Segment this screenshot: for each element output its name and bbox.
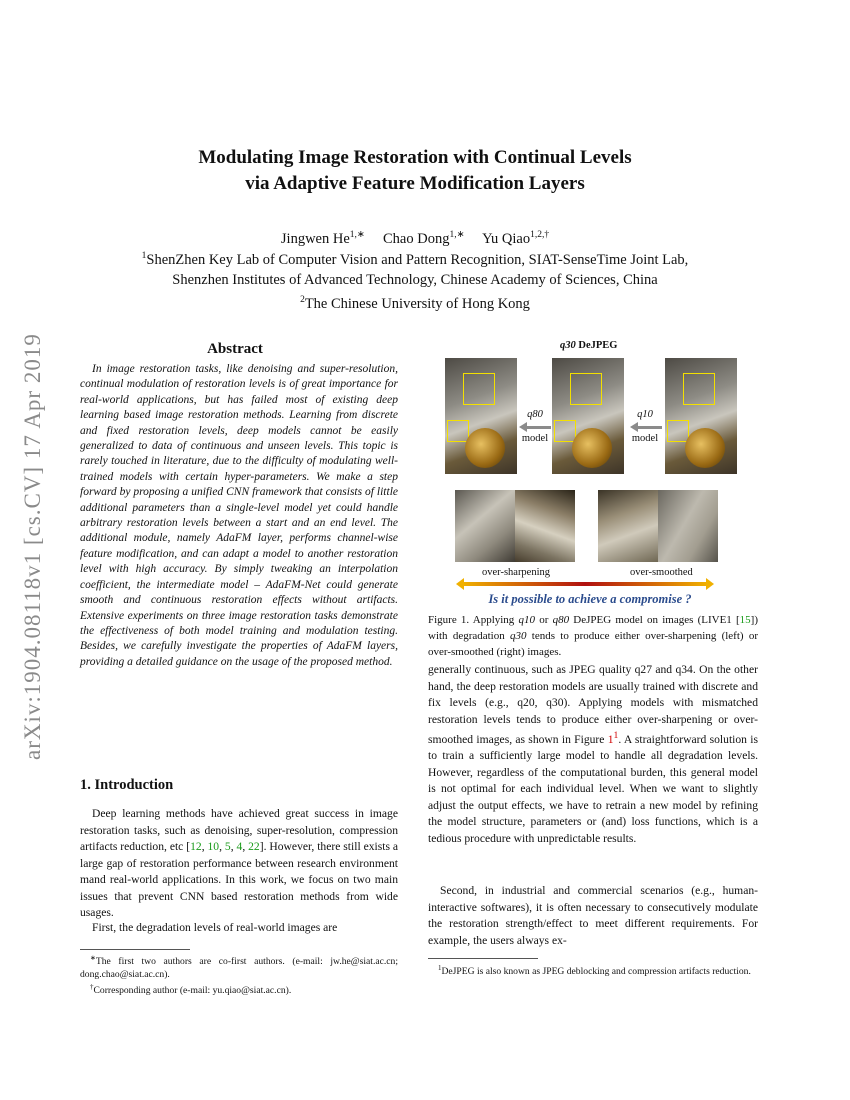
footnote-ref-link[interactable]: 1 [613, 730, 619, 741]
highlight-box [667, 420, 689, 442]
citation-link[interactable]: 12 [190, 840, 202, 853]
author-1: Jingwen He [280, 230, 350, 247]
crop-face-sharpened [515, 490, 575, 562]
author-2: Chao Dong [383, 230, 450, 247]
footnote-cofirst: The first two authors are co-first authors. (e-mail: jw.he@siat.ac.cn; dong.chao@siat.ac.cn). [80, 956, 398, 980]
arrow-label-model: model [631, 433, 659, 444]
figure-ref-link[interactable]: 1 [607, 732, 614, 746]
citation-link[interactable]: 15 [739, 614, 751, 626]
label-over-sharpening: over-sharpening [482, 567, 551, 578]
gradient-double-arrow-icon [463, 582, 707, 586]
footnote-corresponding: Corresponding author (e-mail: yu.qiao@siat.ac.cn). [93, 985, 292, 997]
citation-link[interactable]: 4 [236, 840, 243, 853]
figure-title: q30 DeJPEG [560, 340, 618, 351]
section-heading-introduction: 1. Introduction [80, 777, 174, 793]
footnote-dejpeg: $^1$DeJPEG is also known as JPEG deblocking and compression artifacts reduction. [438, 964, 751, 978]
arxiv-sidebar: arXiv:1904.08118v1 [cs.CV] 17 Apr 2019 [20, 333, 45, 760]
intro-paragraph-2: First, the degradation levels of real-world images are [92, 921, 338, 934]
highlight-box [683, 373, 715, 405]
highlight-box [554, 420, 576, 442]
paper-title [100, 145, 730, 197]
highlight-box [463, 373, 495, 405]
figure-question: Is it possible to achieve a compromise ? [488, 592, 692, 606]
crop-hand-sharpened [455, 490, 515, 562]
citation-link[interactable]: 5 [224, 840, 231, 853]
arrow-label-q80: q80 [527, 409, 543, 420]
footnotes-left: ∗The first two authors are co-first authors. (e-mail: jw.he@siat.ac.cn; dong.chao@siat.ac.cn). †Corresponding author (e-mail: yu.qiao@siat.ac.cn). [80, 954, 398, 997]
citation-link[interactable]: 22 [248, 840, 260, 853]
figure-image-oversharpened [445, 358, 517, 474]
author-3: Yu Qiao [482, 230, 531, 247]
arrow-label-q10: q10 [637, 409, 653, 420]
citation-link[interactable]: 10 [207, 840, 220, 853]
affiliation-1: ShenZhen Key Lab of Computer Vision and Pattern Recognition, SIAT-SenseTime Joint Lab, [146, 251, 689, 268]
crop-face-smoothed [598, 490, 658, 562]
title-line-1: Modulating Image Restoration with Continual Levels [198, 147, 632, 168]
right-paragraph-2: Second, in industrial and commercial scenarios (e.g., human-interactive softwares), it is often necessary to consecutively modulate the restoration strength/effect to meet different requirements. For example, the users always ex- [428, 884, 758, 947]
title-line-2: via Adaptive Feature Modification Layers [245, 173, 585, 194]
affiliation-2: The Chinese University of Hong Kong [304, 295, 530, 312]
highlight-box [570, 373, 602, 405]
crop-hand-smoothed [658, 490, 718, 562]
highlight-box [447, 420, 469, 442]
affiliation-1-cont: Shenzhen Institutes of Advanced Technology, Chinese Academy of Sciences, China [172, 271, 658, 288]
right-paragraph-1: generally continuous, such as JPEG quality q27 and q34. On the other hand, the deep restoration models are usually trained with discrete and fix levels (e.g., q20, q30). Applying models with mismatched restoration levels tends to produce either over-sharpening or over-smoothed images, as shown in Figure $1^1$. A straightforward solution is to train a sufficiently large model to handle all degradation levels. However, regardless of the computational burden, this general model is not optimal for each individual level. When we want to slightly adjust the output effects, we have to retrain a new model by refining the model structure, parameters or (and) loss functions, which is a tedious procedure with unpredictable results. [428, 663, 758, 845]
affiliations: $^1$ShenZhen Key Lab of Computer Vision and Pattern Recognition, SIAT-SenseTime Joint Lab, Shenzhen Institutes of Advanced Technology, Chinese Academy of Sciences, China $^2$The Chinese University of Hong Kong [80, 246, 750, 314]
intro-paragraph-1: Deep learning methods have achieved great success in image restoration tasks, such as denoising, super-resolution, compression artifacts reduction, etc [12, 10, 5, 4, 22]. However, there still exists a large gap of restoration performance between research environment mand real-world applications. In this work, we focus on two main issues that prevent CNN based restoration methods from wide usages. [80, 807, 399, 919]
gray-arrow-icon [634, 426, 662, 429]
footnote-divider [428, 958, 538, 959]
abstract-text: In image restoration tasks, like denoising and super-resolution, continual modulation of restoration levels is of great importance for real-world applications, but has failed most of existing deep learning based image restoration methods. Learning from discrete and fixed restoration levels, deep models cannot be easily generalized to data of continuous and unseen levels. This topic is rarely touched in literature, due to the difficulty of modulating well-trained models with certain hyper-parameters. We make a step forward by proposing a unified CNN framework that consists of little additional parameters than a single-level model yet could handle arbitrary restoration levels between a start and an end level. The additional module, namely AdaFM layer, performs channel-wise feature modification, and can adapt a model to another restoration level with high accuracy. By simply tweaking an interpolation coefficient, the intermediate model – AdaFM-Net could generate smooth and continuous restoration effects without artifacts. Extensive experiments on three image restoration tasks demonstrate the effectiveness of both model training and modulation testing. Besides, we carefully investigate the properties of AdaFM layers, providing a detailed guidance on the usage of the proposed method. [80, 363, 398, 668]
footnote-divider [80, 949, 190, 950]
arrow-label-model: model [521, 433, 549, 444]
label-over-smoothed: over-smoothed [630, 567, 693, 578]
figure-image-oversmoothed [665, 358, 737, 474]
figure-caption: Figure 1. Applying q10 or q80 DeJPEG model on images (LIVE1 [15]) with degradation q30 tends to produce either over-sharpening (left) or over-smoothed (right) images. [428, 614, 758, 658]
figure-image-input [552, 358, 624, 474]
gray-arrow-icon [523, 426, 551, 429]
abstract-heading: Abstract [207, 341, 263, 357]
author-list: Jingwen $He^{1,∗}$ Chao Dong$^{1,∗}$ Yu Qiao$^{1,2,\dagger}$ [280, 230, 550, 247]
